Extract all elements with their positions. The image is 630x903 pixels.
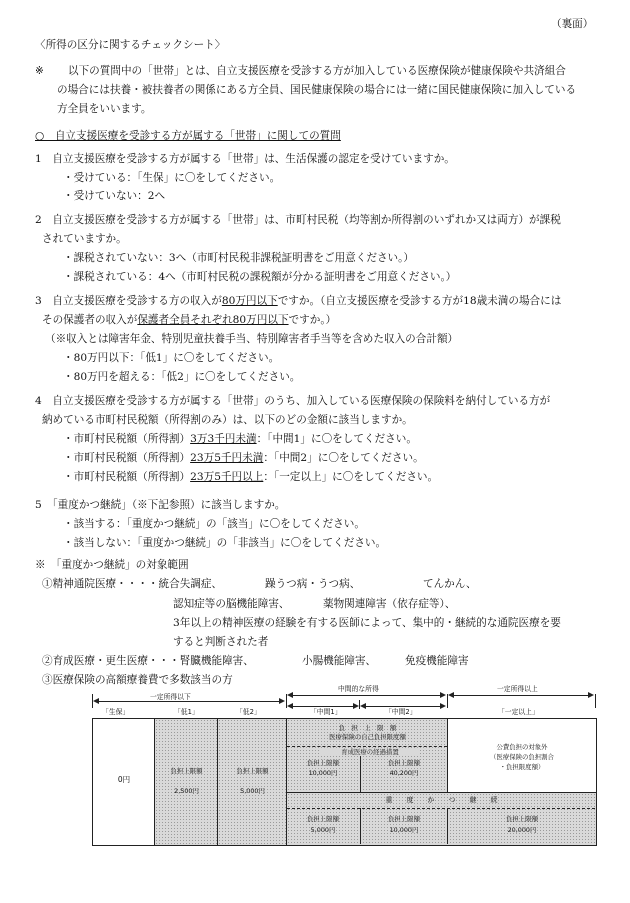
question-4-option-2-amount: 23万5千円未満 — [190, 452, 264, 464]
ikusei-1-value: 10,000円 — [308, 769, 338, 777]
question-2-line-2: されていますか。 — [42, 233, 127, 245]
ittei-line-1: 公費負担の対象外 — [496, 743, 548, 751]
question-3-line-1-b: ですか。（自立支援医療を受診する方が18歳未満の場合には — [277, 295, 562, 307]
question-4-option-1-amount: 3万3千円未満 — [190, 433, 257, 445]
cell-tei1 — [154, 718, 219, 846]
question-4-line-1: 4 自立支援医療を受診する方が属する「世帯」のうち、加入している医療保険の保険料を納付している方が — [35, 395, 551, 407]
juudo-title: 重 度 か つ 継 続 — [385, 796, 498, 804]
question-4-option-1 — [63, 434, 417, 445]
tei1-cap: 負担上限額 — [170, 767, 203, 775]
question-3-line-2-a: その保護者の収入が — [42, 314, 138, 326]
juudo-1-cap: 負担上限額 — [307, 815, 339, 823]
scope-item-3: ③医療保険の高額療養費で多数該当の方 — [42, 674, 233, 686]
column-chukan2: 「中間2」 — [385, 708, 417, 716]
question-3-option-2: ・80万円を超える：「低2」に〇をしてください。 — [63, 371, 301, 383]
question-5: 5 「重度かつ継続」（※下記参照）に該当しますか。 — [35, 499, 286, 511]
range-fixed-low: 一定所得以下 — [150, 693, 191, 701]
range-middle: 中間的な所得 — [338, 685, 379, 693]
question-4-option-1-b: ：「中間1」に〇をしてください。 — [256, 433, 417, 445]
section-heading: ○ 自立支援医療を受診する方が属する「世帯」に関しての質問 — [35, 130, 341, 142]
question-4-option-3 — [63, 472, 438, 483]
tei1-value: 2,500円 — [174, 787, 199, 795]
scope-item-1-line-2-a: 認知症等の脳機能障害、 — [173, 598, 290, 610]
juudo-1-value: 5,000円 — [310, 826, 336, 834]
cell-tei2 — [217, 718, 288, 846]
question-4-option-2 — [63, 453, 424, 464]
scope-item-2-c: 免疫機能障害 — [405, 655, 469, 667]
middle-title-2: 医療保険の自己負担限度額 — [329, 733, 406, 741]
middle-title-1: 負 担 上 限 額 — [338, 724, 397, 732]
ittei-line-2: （医療保険の負担割合 — [490, 753, 554, 761]
note-line-2: の場合には扶養・被扶養者の関係にある方全員、国民健康保険の場合には一緒に国民健康保険に加入している — [57, 84, 577, 96]
question-1-option-2: ・受けていない：2へ — [63, 190, 166, 202]
seiho-value: 0円 — [117, 775, 131, 784]
question-3-note: （※収入とは障害年金、特別児童扶養手当、特別障害者手当等を含めた収入の合計額） — [45, 333, 459, 345]
burden-limit-diagram — [90, 685, 600, 858]
scope-item-1-line-3: 3年以上の精神医療の経験を有する医師によって、集中的・継続的な通院医療を要 — [173, 617, 561, 629]
question-4-option-2-a: ・市町村民税額（所得割） — [63, 452, 191, 464]
question-4-option-3-b: ：「一定以上」に〇をしてください。 — [263, 471, 439, 483]
ittei-line-3: ・負担限度額） — [499, 763, 545, 771]
column-seiho: 「生保」 — [102, 708, 130, 716]
note-mark: ※ — [35, 65, 44, 77]
range-fixed-high: 一定所得以上 — [497, 685, 538, 693]
juudo-3-value: 20,000円 — [507, 826, 537, 834]
scope-item-2-label: ②育成医療・更生医療・・・腎臓機能障害、 — [42, 655, 254, 667]
scope-item-1-b: 躁うつ病・うつ病、 — [265, 578, 361, 590]
question-3-guardian-limit: 保護者全員それぞれ80万円以下 — [137, 314, 289, 326]
column-chukan1: 「中間1」 — [310, 708, 342, 716]
column-tei2: 「低2」 — [236, 708, 261, 716]
question-4-option-1-a: ・市町村民税額（所得割） — [63, 433, 191, 445]
question-3-line-1-a: 3 自立支援医療を受診する方の収入が — [35, 295, 222, 307]
question-4-option-3-a: ・市町村民税額（所得割） — [63, 471, 191, 483]
scope-item-1-line-4: すると判断された者 — [173, 636, 269, 648]
question-3-income-limit: 80万円以下 — [221, 295, 278, 307]
juudo-2-cap: 負担上限額 — [388, 815, 420, 823]
question-1-option-1: ・受けている：「生保」に〇をしてください。 — [63, 172, 281, 184]
question-3-line-2 — [42, 315, 336, 326]
scope-item-1-c: てんかん、 — [423, 578, 477, 590]
scope-title: ※ 「重度かつ継続」の対象範囲 — [35, 559, 189, 571]
page-side-label: （裏面） — [551, 18, 594, 30]
question-3-line-1 — [35, 296, 561, 307]
scope-item-2-b: 小腸機能障害、 — [302, 655, 377, 667]
note-line-3: 方全員をいいます。 — [57, 103, 152, 115]
juudo-2-value: 10,000円 — [389, 826, 419, 834]
scope-item-1-line-2-b: 薬物関連障害（依存症等）、 — [323, 598, 456, 610]
juudo-3-cap: 負担上限額 — [506, 815, 538, 823]
column-ittei: 「一定以上」 — [498, 708, 539, 716]
tei2-cap: 負担上限額 — [236, 767, 269, 775]
ikusei-2-cap: 負担上限額 — [388, 759, 420, 767]
question-1: 1 自立支援医療を受診する方が属する「世帯」は、生活保護の認定を受けていますか。 — [35, 153, 455, 165]
question-3-line-2-b: ですか。） — [288, 314, 337, 326]
tei2-value: 5,000円 — [240, 787, 265, 795]
ikusei-title: 育成医療の経過措置 — [320, 749, 420, 755]
question-5-option-1: ・該当する：「重度かつ継続」の「該当」に〇をしてください。 — [63, 518, 365, 530]
question-2-line-1: 2 自立支援医療を受診する方が属する「世帯」は、市町村民税（均等割か所得割のいずれか又は両方）が課税 — [35, 214, 561, 226]
column-tei1: 「低1」 — [174, 708, 199, 716]
question-5-option-2: ・該当しない：「重度かつ継続」の「非該当」に〇をしてください。 — [63, 537, 387, 549]
question-2-option-1: ・課税されていない：3へ（市町村民税非課税証明書をご用意ください。） — [63, 252, 415, 264]
question-2-option-2: ・課税されている：4へ（市町村民税の課税額が分かる証明書をご用意ください。） — [63, 271, 457, 283]
question-4-option-2-b: ：「中間2」に〇をしてください。 — [263, 452, 424, 464]
ikusei-1-cap: 負担上限額 — [307, 759, 339, 767]
note-line-1: 以下の質問中の「世帯」とは、自立支援医療を受診する方が加入している医療保険が健康保険や共済組合 — [68, 65, 566, 77]
sheet-title: 〈所得の区分に関するチェックシート〉 — [35, 39, 226, 51]
question-4-line-2: 納めている市町村民税額（所得割のみ）は、以下のどの金額に該当しますか。 — [42, 414, 413, 426]
scope-item-1-label: ①精神通院医療・・・・統合失調症、 — [42, 578, 223, 590]
ikusei-2-value: 40,200円 — [389, 769, 419, 777]
question-3-option-1: ・80万円以下：「低1」に〇をしてください。 — [63, 352, 280, 364]
question-4-option-3-amount: 23万5千円以上 — [190, 471, 264, 483]
